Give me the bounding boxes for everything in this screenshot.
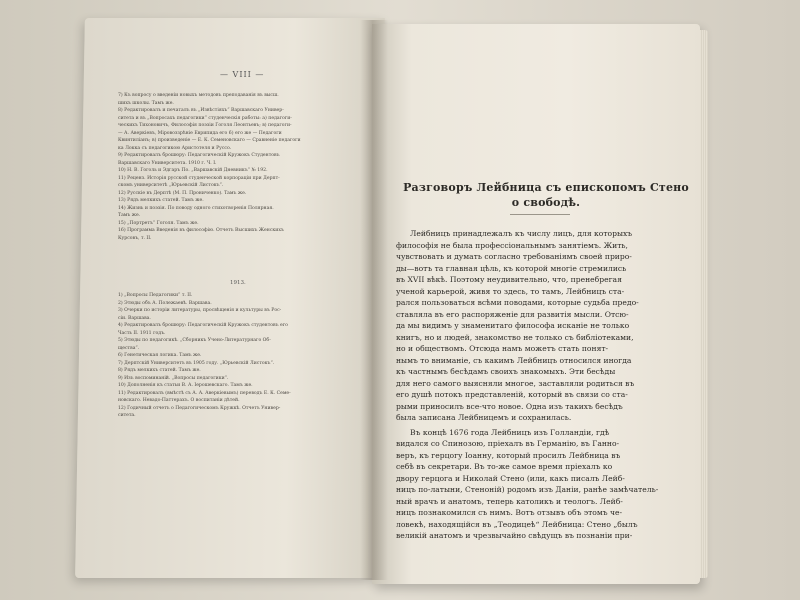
- text-line: ка Локка съ педагогикою Аристотеля и Руссо.: [118, 145, 232, 151]
- text-line: 9) Редактировалъ брошюру: Педагогическій Кружокъ Студентовъ: [118, 153, 280, 158]
- paragraph-1-line: для него самого выясняли многое, заставляли родиться въ: [396, 378, 635, 388]
- year-heading: 1913.: [230, 280, 246, 286]
- paragraph-1-line: чувствовать и думать согласно требованіямъ своей приро-: [396, 252, 632, 261]
- text-line: 13) Рядъ мелкихъ статей. Тамъ же.: [118, 198, 204, 203]
- paragraph-1-line: книгъ, но и людей, знакомство не только съ библіотеками,: [396, 332, 634, 342]
- paragraph-2-line: великій анатомъ и чрезвычайно свѣдущъ въ познаніи при-: [396, 531, 633, 540]
- paragraph-1-line: ставляла въ его распоряженіе для развитія мысли. Отсю-: [396, 309, 629, 319]
- text-line: щества“.: [118, 345, 140, 351]
- left-page-text-top: [118, 92, 358, 242]
- paragraph-2-line: ный врачъ и анатомъ, теперь католикъ и теологъ. Лейб-: [396, 496, 623, 506]
- text-line: шихъ школы. Тамъ же.: [118, 100, 174, 106]
- text-line: 11) Редактировалъ (вмѣстѣ съ А. А. Аверкіевымъ) переводъ Е. К. Семе-: [118, 390, 291, 396]
- text-line: 1) „Вопросы Педагогики“ т. II.: [118, 293, 193, 298]
- paragraph-1-line: но и обществомъ. Отсюда намъ можетъ стать понят-: [396, 344, 609, 353]
- text-line: 15) „Портретъ“ Гоголя. Тамъ же.: [118, 220, 199, 226]
- text-line: 12) Годичный отчетъ о Педагогическомъ Кружкѣ. Отчетъ Универ-: [118, 405, 281, 411]
- paragraph-2-line: Въ концѣ 1676 года Лейбницъ изъ Голландіи, гдѣ: [410, 427, 610, 437]
- article-title-line-2: о свободѣ.: [511, 196, 581, 209]
- paragraph-2-line: веръ, къ герцогу Іоанну, который просилъ Лейбница въ: [396, 450, 621, 460]
- text-line: 11) Реценз. Исторія русской студенческой корпораціи при Дерпт-: [118, 175, 280, 181]
- text-line: 9) Изъ воспоминаній. „Вопросы педагогики“.: [118, 375, 229, 381]
- paragraph-1-line: была записана Лейбницемъ и сохранилась.: [396, 413, 572, 422]
- text-line: 4) Редактировалъ брошюру: Педагогическій Кружокъ студентовъ его: [118, 323, 288, 328]
- paragraph-2-line: ницъ познакомился съ нимъ. Вотъ отзывъ объ этомъ че-: [396, 508, 623, 517]
- paragraph-2-line: себѣ въ секретари. Въ то-же самое время пріехалъ ко: [396, 462, 613, 471]
- paragraph-2-line: ловекѣ, находящійся въ „Теодицеѣ“ Лейбница: Стено „былъ: [396, 519, 638, 529]
- text-line: 3) Очерки по исторіи литературы, просвѣщенія и культуры въ Рос-: [118, 308, 282, 313]
- paragraph-1-line: да мы видимъ у знаменитаго философа исканіе не только: [396, 321, 630, 330]
- paragraph-2-line: двору герцога и Николай Стено (или, какъ писалъ Лейб-: [396, 473, 625, 483]
- text-line: новскаго. Невадо-Паттерахъ. О воспитаніи дѣтей.: [118, 398, 240, 403]
- text-line: Часть II. 1911 годъ.: [118, 330, 166, 336]
- text-line: ческихъ Тихоновичъ, Философія поэзіи Гоголя Леонтьевъ; в) педагоги-: [118, 123, 292, 128]
- paragraph-1-line: ученой карьерой, живя то здесь, то тамъ, Лейбницъ ста-: [396, 286, 625, 296]
- text-line: 7) Дерптскій Университетъ въ 1905 году. „Юрьевскій Листокъ“.: [118, 360, 275, 366]
- text-line: 16) Программа Введенія въ философію. Отчетъ Высшихъ Женскихъ: [118, 228, 284, 233]
- article-body: [396, 228, 696, 542]
- text-line: 7) Къ вопросу о введеніи новыхъ методовъ преподаванія въ высш.: [118, 93, 279, 98]
- text-line: Курсовъ, т. II.: [118, 235, 152, 241]
- paragraph-2-line: видался со Спинозою, пріехалъ въ Германію, въ Ганно-: [396, 439, 620, 448]
- text-line: 8) Редактировалъ и печаталъ въ „Извѣстіяхъ“ Варшавскаго Универ-: [118, 108, 284, 113]
- paragraph-2-line: ницъ по-латыни, Стенонiй) родомъ изъ Даніи, ранѣе замѣчатель-: [396, 485, 659, 494]
- text-line: 14) Жизнь и поэзія. По поводу одного стихотворенія Полярная.: [118, 205, 274, 211]
- page-edges: [700, 30, 708, 578]
- text-line: 5) Этюды по педагогикѣ. „Сборникъ Учено-Литературнаго Об-: [118, 338, 271, 343]
- book-gutter: [360, 20, 388, 580]
- page-number: — VIII —: [220, 70, 265, 79]
- text-line: ситета.: [118, 413, 136, 418]
- left-page-text-bottom: [118, 292, 358, 420]
- text-line: — А. Аверкіевъ, Міровоззрѣніе Еврипида его 6) его же — Педагоги: [118, 130, 282, 136]
- text-line: ситета и въ „Вопросахъ педагогики“ студенческія работы: а) педагоги-: [118, 115, 292, 121]
- text-line: 10) Дополненія къ статьи В. А. Іерошевскаго. Тамъ же.: [118, 383, 253, 388]
- paragraph-1-line: рыми приносилъ все-что новое. Одна изъ такихъ бесѣдъ: [396, 401, 623, 411]
- paragraph-1-line: философія не была профессіональнымъ занятіемъ. Жить,: [396, 240, 628, 250]
- text-line: Тамъ же.: [118, 213, 141, 218]
- article-title-line-1: Разговоръ Лейбница съ епископомъ Стено: [403, 181, 689, 194]
- paragraph-1-line: нымъ то вниманіе, съ какимъ Лейбницъ относился иногда: [396, 355, 632, 365]
- text-line: Квинтиліанъ; в) произведеніе — Е. К. Семеновскаго — Сравненіе педагоги: [118, 138, 301, 143]
- article-title: [396, 180, 696, 210]
- text-line: 6) Генетическая логика. Тамъ же.: [118, 353, 202, 358]
- title-divider: [510, 214, 570, 215]
- text-line: Варшавскаго Университета. 1910 г. Ч. I.: [118, 160, 217, 166]
- text-line: скомъ университетѣ „Юрьевскій Листокъ“.: [118, 183, 224, 188]
- paragraph-1-line: къ частнымъ бесѣдамъ своихъ знакомыхъ. Эти бесѣды: [396, 367, 616, 376]
- paragraph-1-line: въ XVII вѣкѣ. Поэтому неудивительно, что, пренебрегая: [396, 275, 622, 284]
- paragraph-1-line: Лейбницъ принадлежалъ къ числу лицъ, для которыхъ: [410, 229, 633, 238]
- paragraph-1-line: рался пользоваться всѣми поводами, которые судьба предо-: [396, 298, 639, 307]
- text-line: 2) Этюды объ А. Полежаевѣ. Варшава.: [118, 300, 212, 306]
- paragraph-1-line: его душѣ потокъ представленій, который въ связи со ста-: [396, 390, 628, 399]
- text-line: 10) Н. В. Гоголь и Эдгаръ По. „Варшавскій Дневникъ“ № 192.: [118, 168, 268, 173]
- text-line: сіи. Варшава.: [118, 315, 151, 321]
- paragraph-1-line: ды—вотъ та главная цѣль, къ которой многіе стремились: [396, 263, 627, 273]
- text-line: 8) Рядъ мелкихъ статей. Тамъ же.: [118, 368, 201, 373]
- text-line: 12) Русскіе въ Дерптѣ (М. П. Прониченко). Тамъ же.: [118, 190, 247, 196]
